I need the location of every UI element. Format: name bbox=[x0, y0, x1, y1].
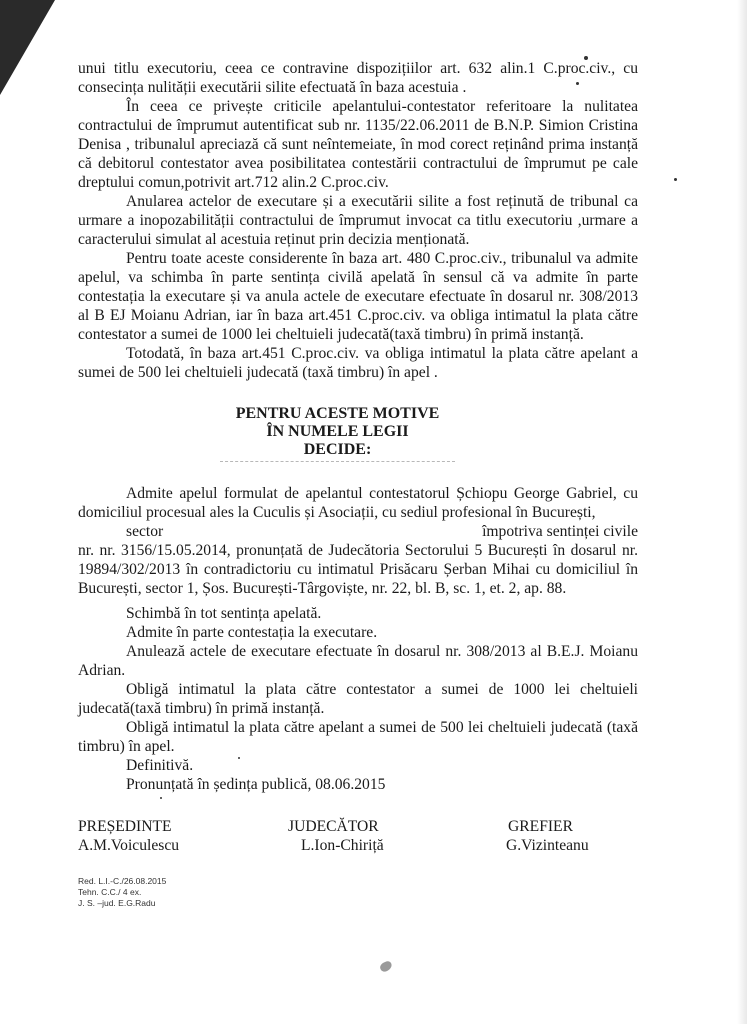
paragraph-criticism: În ceea ce privește criticile apelantului-contestator referitoare la nulitatea contractului de împrumut autentificat sub nr. 1135/22.06.2011 de B.N.P. Simion Cristina Denisa , tribunalul apreciază că sunt neîntemeiate, în mod corect reținând prima instanță că debitorul contestator avea posibilitatea contestării contractului de împrumut pe cale dreptului comun,potrivit art.712 alin.2 C.proc.civ. bbox=[78, 98, 638, 191]
scan-speck bbox=[160, 797, 162, 799]
paragraph-annulment: Anularea actelor de executare și a executării silite a fost reținută de tribunal ca urmare a inopozabilității contractului de împrumut invocat ca titlu executoriu ,urmare a caracterului simulat al acestuia reținut prin decizia menționată. bbox=[78, 193, 638, 248]
heading-line-1: PENTRU ACESTE MOTIVE bbox=[235, 405, 440, 422]
signature-clerk bbox=[508, 817, 589, 855]
paragraph-costs: Totodată, în baza art.451 C.proc.civ. va obliga intimatul la plata către apelant a sumei de 500 lei cheltuieli judecată (taxă timbru) în apel . bbox=[78, 345, 638, 381]
ink-blotch bbox=[379, 960, 394, 973]
signature-name: L.Ion-Chiriță bbox=[301, 837, 384, 854]
signature-role: JUDECĂTOR bbox=[288, 818, 379, 835]
footer-line: Tehn. C.C./ 4 ex. bbox=[78, 887, 142, 897]
decision-against: împotriva sentinței civile bbox=[482, 523, 638, 540]
signature-judge bbox=[283, 817, 384, 855]
reasoning-section bbox=[78, 59, 638, 382]
scan-speck bbox=[674, 178, 677, 181]
decision-admit-appeal bbox=[78, 484, 638, 598]
decision-item: Anulează actele de executare efectuate în dosarul nr. 308/2013 al B.E.J. Moianu Adrian. bbox=[78, 643, 638, 679]
signature-role: PREȘEDINTE bbox=[78, 818, 172, 835]
scan-corner-shadow bbox=[0, 0, 55, 95]
decision-pronounced: Pronunțată în ședința publică, 08.06.2015 bbox=[126, 776, 386, 793]
scan-edge bbox=[737, 0, 747, 1024]
scan-speck bbox=[584, 56, 588, 60]
signature-president bbox=[78, 817, 179, 855]
decision-details: nr. nr. 3156/15.05.2014, pronunțată de Judecătoria Sectorului 5 București în dosarul nr. 19894/302/2013 în contradictoriu cu intimatul Prisăcaru Șerban Mihai cu domiciliul în București, sector 1, Șos. București-Târgoviște, nr. 22, bl. B, sc. 1, et. 2, ap. 88. bbox=[78, 542, 638, 597]
document-footer bbox=[78, 876, 166, 909]
footer-line: Red. L.I.-C./26.08.2015 bbox=[78, 876, 167, 886]
footer-line: J. S. –jud. E.G.Radu bbox=[78, 898, 156, 908]
decision-item: Obligă intimatul la plata către contestator a sumei de 1000 lei cheltuieli judecată(taxă timbru) în primă instanță. bbox=[78, 681, 638, 717]
decision-item: Schimbă în tot sentința apelată. bbox=[126, 605, 322, 622]
scan-speck bbox=[576, 82, 579, 85]
heading-divider bbox=[220, 461, 455, 462]
decision-section bbox=[78, 484, 638, 794]
signature-name: G.Vizinteanu bbox=[506, 837, 589, 854]
heading-line-3: DECIDE: bbox=[303, 441, 372, 458]
decision-final: Definitivă. bbox=[126, 757, 194, 774]
decision-item: Obligă intimatul la plata către apelant a sumei de 500 lei cheltuieli judecată (taxă timbru) în apel. bbox=[78, 719, 638, 755]
decision-intro: Admite apelul formulat de apelantul contestatorul Șchiopu George Gabriel, cu domiciliul procesual ales la Cuculis și Asociații, cu sediul profesional în București, bbox=[78, 485, 638, 521]
signature-role: GREFIER bbox=[508, 818, 573, 835]
operative-heading bbox=[200, 405, 475, 459]
heading-line-2: ÎN NUMELE LEGII bbox=[266, 423, 409, 440]
decision-sector: sector bbox=[126, 523, 164, 540]
signature-name: A.M.Voiculescu bbox=[78, 837, 180, 854]
paragraph-continuation: unui titlu executoriu, ceea ce contravine dispozițiilor art. 632 alin.1 C.proc.civ., cu consecința nulității executării silite efectuată în baza acestuia . bbox=[78, 60, 638, 96]
scan-speck bbox=[238, 757, 240, 759]
paragraph-considerations: Pentru toate aceste considerente în baza art. 480 C.proc.civ., tribunalul va admite apelul, va schimba în parte sentința civilă apelată în sensul că va admite în parte contestația la executare și va anula actele de executare efectuate în dosarul nr. 308/2013 al B EJ Moianu Adrian, iar în baza art.451 C.proc.civ. va obliga intimatul la plata către contestator a sumei de 1000 lei cheltuieli judecată(taxă timbru) în primă instanță. bbox=[78, 250, 638, 343]
decision-item: Admite în parte contestația la executare. bbox=[126, 624, 378, 641]
